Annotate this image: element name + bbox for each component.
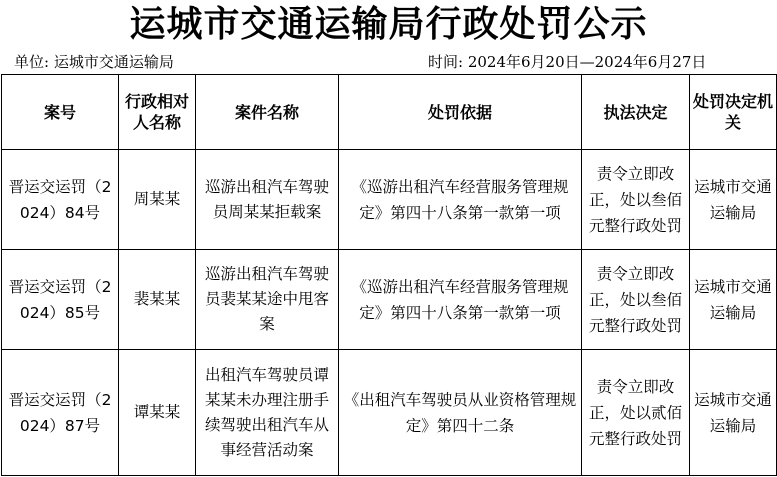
table-row: [2, 150, 777, 250]
cell-party: 周某某: [119, 150, 196, 250]
header-case-name: 案件名称: [196, 75, 339, 150]
time-range-label: 时间: 2024年6月20日—2024年6月27日: [428, 53, 707, 71]
penalty-table: [1, 74, 777, 476]
cell-agency: 运城市交通运输局: [690, 150, 777, 250]
header-agency: 处罚决定机关: [690, 75, 777, 150]
header-party: 行政相对人名称: [119, 75, 196, 150]
cell-basis: 《出租汽车驾驶员从业资格管理规定》第四十二条: [339, 350, 582, 476]
cell-decision: 责令立即改正，处以叁佰元整行政处罚: [582, 150, 690, 250]
cell-basis: 《巡游出租汽车经营服务管理规定》第四十八条第一款第一项: [339, 250, 582, 350]
cell-case-name: 巡游出租汽车驾驶员周某某拒载案: [196, 150, 339, 250]
header-decision: 执法决定: [582, 75, 690, 150]
cell-case-name: 出租汽车驾驶员谭某某未办理注册手续驾驶出租汽车从事经营活动案: [196, 350, 339, 476]
header-basis: 处罚依据: [339, 75, 582, 150]
cell-agency: 运城市交通运输局: [690, 350, 777, 476]
cell-decision: 责令立即改正，处以贰佰元整行政处罚: [582, 350, 690, 476]
cell-decision: 责令立即改正，处以叁佰元整行政处罚: [582, 250, 690, 350]
cell-case-no: 晋运交运罚（2024）84号: [2, 150, 119, 250]
header-case-no: 案号: [2, 75, 119, 150]
page-title: 运城市交通运输局行政处罚公示: [129, 4, 648, 45]
cell-party: 谭某某: [119, 350, 196, 476]
cell-party: 裴某某: [119, 250, 196, 350]
unit-label: 单位: 运城市交通运输局: [14, 53, 174, 71]
cell-case-name: 巡游出租汽车驾驶员裴某某途中甩客案: [196, 250, 339, 350]
cell-basis: 《巡游出租汽车经营服务管理规定》第四十八条第一款第一项: [339, 150, 582, 250]
cell-case-no: 晋运交运罚（2024）87号: [2, 350, 119, 476]
cell-case-no: 晋运交运罚（2024）85号: [2, 250, 119, 350]
table-header-row: [2, 75, 777, 150]
cell-agency: 运城市交通运输局: [690, 250, 777, 350]
table-row: [2, 350, 777, 476]
table-row: [2, 250, 777, 350]
